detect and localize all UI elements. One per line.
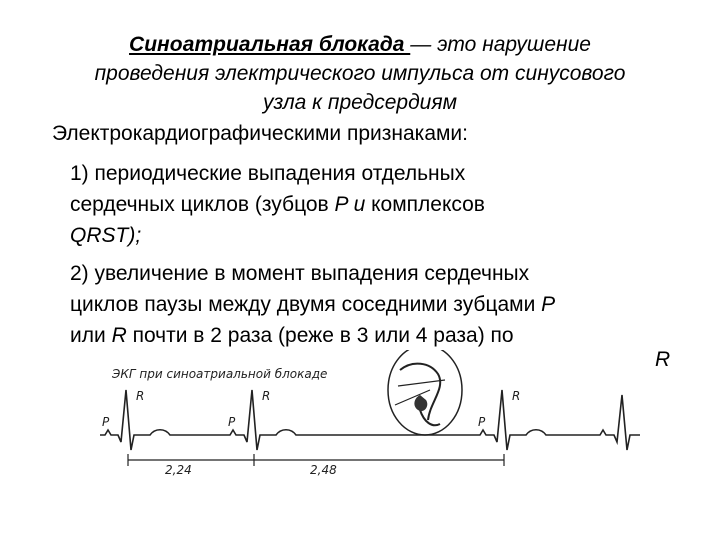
item2-r: R (111, 324, 127, 347)
title-rest-line1: — это нарушение (410, 33, 591, 56)
list-item-2 (70, 258, 700, 351)
item1-line3: QRST); (70, 224, 142, 247)
ecg-r-label-1: R (136, 389, 145, 403)
item2-line2a: циклов паузы между двумя соседними зубцами (70, 293, 542, 316)
item2-line3a: или (70, 324, 112, 347)
item1-p: P и (334, 193, 366, 216)
title-line3: узла к предсердиям (263, 91, 457, 114)
item2-line1: 2) увеличение в момент выпадения сердечных (70, 262, 530, 285)
ecg-r-label-3: R (512, 389, 521, 403)
ecg-r-label-2: R (262, 389, 271, 403)
list-item-1 (70, 158, 700, 251)
item2-line3b: почти в 2 раза (реже в 3 или 4 раза) по (126, 324, 514, 347)
ecg-drawing (0, 350, 720, 490)
ecg-p-label-3: P (478, 415, 486, 429)
interval-1-value: 2,24 (165, 463, 192, 477)
item1-line2c: комплексов (365, 193, 485, 216)
ecg-caption: ЭКГ при синоатриальной блокаде (112, 367, 328, 381)
slide-title (40, 30, 680, 117)
item2-p: P (541, 293, 556, 316)
interval-bracket-2 (254, 454, 504, 466)
ecg-p-label-2: P (228, 415, 236, 429)
item1-line2a: сердечных циклов (зубцов (70, 193, 335, 216)
ecg-p-label-1: P (102, 415, 110, 429)
item1-line1: 1) периодические выпадения отдельных (70, 162, 466, 185)
title-term: Синоатриальная блокада (129, 33, 411, 56)
interval-2-value: 2,48 (310, 463, 337, 477)
intro-text: Электрокардиографическими признаками: (52, 122, 469, 145)
ecg-illustration (0, 350, 720, 490)
heart-sketch-icon (388, 350, 462, 435)
title-line2: проведения электрического импульса от синусового (94, 62, 626, 85)
overflow-r: R (655, 348, 671, 371)
ecg-trace (100, 390, 640, 450)
